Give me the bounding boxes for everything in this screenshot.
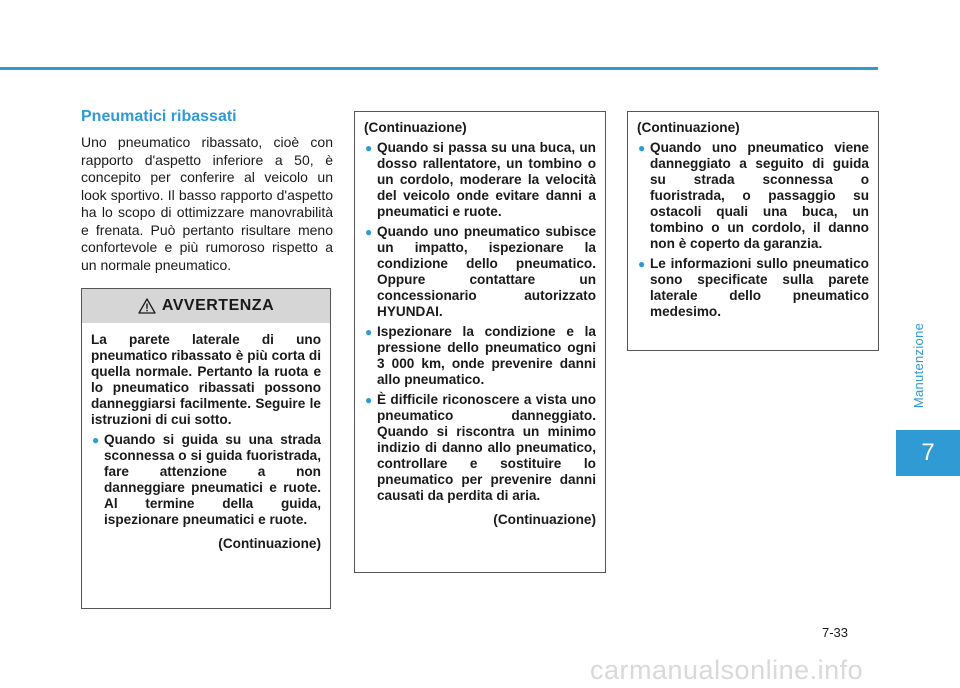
- bullet-icon: ●: [365, 325, 373, 339]
- top-rule: [0, 67, 878, 70]
- intro-section: [81, 108, 333, 274]
- bullet-icon: ●: [638, 257, 646, 271]
- bullet-icon: ●: [365, 225, 373, 239]
- warning-box: [81, 288, 331, 609]
- list-item: ● Quando si passa su una buca, un dosso rallentatore, un tombino o un cordolo, moderare la velocità del veicolo onde evitare danni a pneumatici e ruote.: [365, 140, 596, 219]
- intro-paragraph: Uno pneumatico ribassato, cioè con rapporto d'aspetto inferiore a 50, è concepito per conferire al veicolo un look sportivo. Il basso rapporto d'aspetto ha lo scopo di ottimizzare manovrabilità e frenata. Può pertanto risultare meno confortevole e più rumoroso rispetto a un normale pneumatico.: [81, 134, 333, 273]
- continued-label: (Continuazione): [218, 536, 321, 551]
- continuation-body-2: [628, 120, 878, 320]
- warning-title: AVVERTENZA: [161, 297, 275, 314]
- side-section-label: [899, 290, 939, 440]
- warning-paragraph: La parete laterale di uno pneumatico ribassato è più corta di quella normale. Pertanto la ruota e lo pneumatico ribassati possono danneggiarsi facilmente. Seguire le istruzioni di cui sotto.: [91, 332, 321, 427]
- list-item: ● Ispezionare la condizione e la pressione dello pneumatico ogni 3 000 km, onde prevenire danni allo pneumatico.: [365, 324, 596, 387]
- continuation-body-1: [355, 120, 605, 528]
- warning-body: [82, 323, 330, 552]
- continued-label: (Continuazione): [493, 512, 596, 527]
- side-section-text: Manutenzione: [911, 322, 927, 408]
- bullet-list: [637, 140, 869, 320]
- bullet-icon: ●: [638, 141, 646, 155]
- continuation-header: (Continuazione): [364, 120, 467, 135]
- chapter-tab: 7: [896, 430, 960, 476]
- page-number: 7-33: [822, 625, 849, 640]
- continuation-box-1: [354, 111, 606, 573]
- list-item: ● Quando uno pneumatico subisce un impatto, ispezionare la condizione dello pneumatico. Oppure contattare un concessionario autorizzato HYUNDAI.: [365, 224, 596, 319]
- section-title: Pneumatici ribassati: [81, 108, 237, 125]
- watermark: carmanualsonline.info: [590, 655, 864, 685]
- warning-header: [82, 289, 330, 323]
- bullet-icon: ●: [92, 433, 100, 447]
- continuation-box-2: [627, 111, 879, 351]
- bullet-list: [364, 140, 596, 504]
- continuation-header: (Continuazione): [637, 120, 740, 135]
- list-item: ● Le informazioni sullo pneumatico sono specificate sulla parete laterale dello pneumatico medesimo.: [638, 256, 869, 319]
- bullet-icon: ●: [365, 141, 373, 155]
- list-item: ● È difficile riconoscere a vista uno pneumatico danneggiato. Quando si riscontra un minimo indizio di danno allo pneumatico, controllare e sostituire lo pneumatico per prevenire danni causati da perdita di aria.: [365, 392, 596, 503]
- warning-bullet-list: [91, 432, 321, 528]
- bullet-icon: ●: [365, 393, 373, 407]
- warning-triangle-icon: [138, 298, 156, 314]
- list-item: ● Quando si guida su una strada sconnessa o si guida fuoristrada, fare attenzione a non danneggiare pneumatici e ruote. Al termine della guida, ispezionare pneumatici e ruote.: [92, 432, 321, 527]
- list-item: ● Quando uno pneumatico viene danneggiato a seguito di guida su strada sconnessa o fuoristrada, o passaggio su ostacoli quali una buca, un tombino o un cordolo, il danno non è coperto da garanzia.: [638, 140, 869, 251]
